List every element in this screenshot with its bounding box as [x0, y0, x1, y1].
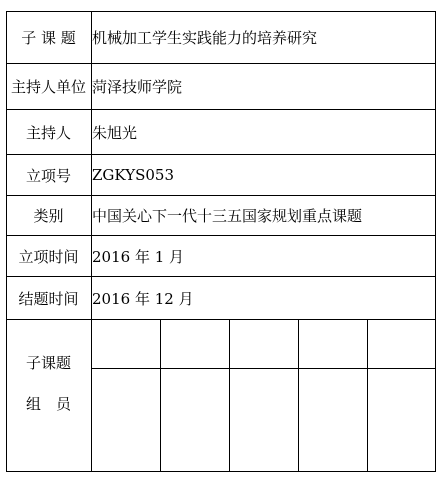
- member-cell[interactable]: [368, 369, 435, 471]
- row-label: 立项时间: [18, 247, 79, 266]
- row-label: 类别: [33, 207, 64, 225]
- member-cell[interactable]: [230, 369, 297, 471]
- member-cell[interactable]: [299, 321, 366, 367]
- row-label: 主持人: [25, 123, 71, 142]
- row-label: 子 课 题: [21, 28, 76, 47]
- row-label: 结题时间: [18, 289, 79, 308]
- form-row-host: [6, 110, 436, 155]
- form-row-category: [6, 196, 436, 236]
- member-cell[interactable]: [161, 369, 228, 471]
- row-label: 主持人单位: [10, 78, 86, 96]
- member-cell[interactable]: [92, 321, 159, 367]
- row-value: 2016 年 1 月: [92, 247, 185, 266]
- member-cell[interactable]: [161, 321, 228, 367]
- row-value: ZGKYS053: [92, 166, 175, 184]
- form-row-end-date: [6, 277, 436, 320]
- row-value: 中国关心下一代十三五国家规划重点课题: [92, 207, 363, 225]
- row-value: 朱旭光: [92, 123, 138, 142]
- member-cell[interactable]: [92, 369, 159, 471]
- row-value: 2016 年 12 月: [92, 289, 194, 308]
- member-cell[interactable]: [299, 369, 366, 471]
- members-label-line2: 组 员: [25, 395, 71, 413]
- form-row-host-unit: [6, 64, 436, 110]
- member-cell[interactable]: [368, 321, 435, 367]
- form-row-start-date: [6, 236, 436, 277]
- row-value: 机械加工学生实践能力的培养研究: [92, 28, 318, 47]
- form-row-subtopic: [6, 11, 436, 64]
- member-cell[interactable]: [230, 321, 297, 367]
- form-row-project-number: [6, 155, 436, 196]
- members-label-line1: 子课题: [25, 354, 71, 372]
- row-label: 立项号: [25, 166, 71, 185]
- row-value: 菏泽技师学院: [92, 78, 183, 96]
